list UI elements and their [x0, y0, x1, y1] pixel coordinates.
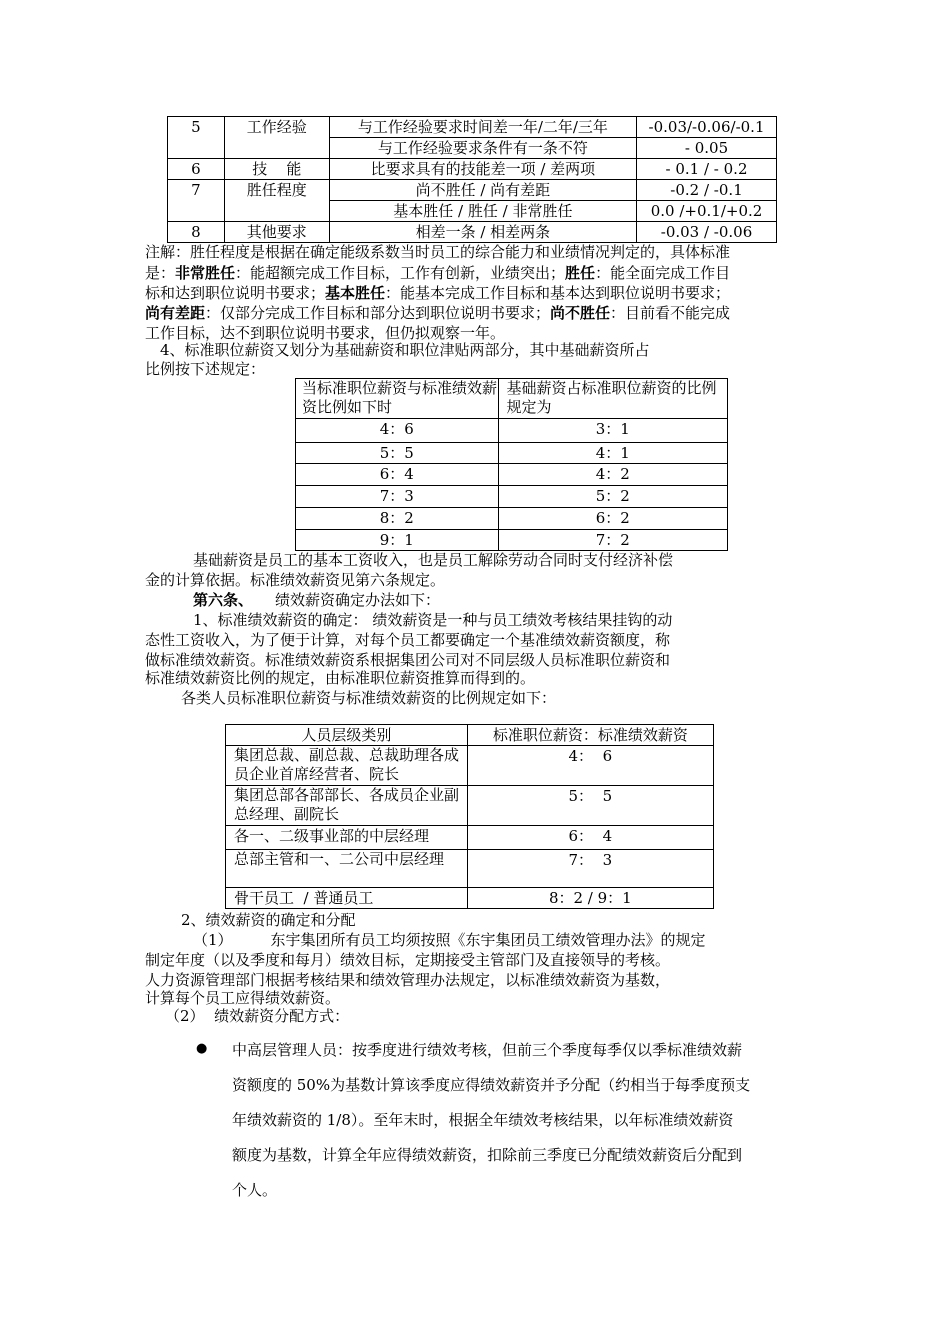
ratio-left: 6：4	[296, 464, 499, 486]
note-term: 尚有差距	[145, 304, 206, 322]
table-row	[296, 443, 728, 464]
table-row	[226, 826, 714, 850]
level-ratio-table	[225, 724, 714, 909]
row-number: 8	[168, 222, 225, 243]
ratio-right: 3：1	[498, 419, 727, 443]
article6-heading	[193, 590, 440, 610]
table-row	[226, 888, 714, 909]
note-text: ：目前看不能完成	[610, 304, 731, 322]
bullet-line-5: 个人。	[232, 1181, 278, 1199]
article6-line-5: 各类人员标准职位薪资与标准绩效薪资的比例规定如下：	[181, 689, 557, 707]
row-desc: 与工作经验要求条件有一条不符	[329, 138, 636, 159]
base-para-line-1: 基础薪资是员工的基本工资收入，也是员工解除劳动合同时支付经济补偿	[193, 551, 674, 569]
bullet-line-2: 资额度的 50%为基数计算该季度应得绩效薪资并予分配（约相当于每季度预支	[232, 1076, 751, 1094]
section2-line-2: 制定年度（以及季度和每月）绩效目标，定期接受主管部门及直接领导的考核。	[145, 951, 671, 969]
table-row	[296, 464, 728, 486]
para4-line-2: 比例按下述规定：	[145, 360, 266, 378]
header-right: 基础薪资占标准职位薪资的比例规定为	[498, 379, 727, 419]
row-desc: 与工作经验要求时间差一年/二年/三年	[329, 117, 636, 138]
row-number: 7	[168, 180, 225, 222]
ratio-left: 8：2	[296, 508, 499, 530]
table-row	[226, 746, 714, 786]
section2-text: 东宇集团所有员工均须按照《东宇集团员工绩效管理办法》的规定	[270, 931, 706, 949]
row-value: -0.2 / -0.1	[637, 180, 777, 201]
table-row	[168, 180, 777, 201]
row-desc: 比要求具有的技能差一项 / 差两项	[329, 159, 636, 180]
row-item: 其他要求	[224, 222, 329, 243]
table-header	[296, 379, 728, 419]
table-row	[168, 159, 777, 180]
level-ratio: 5： 5	[467, 786, 713, 826]
article6-line-2: 态性工资收入，为了便于计算，对每个员工都要确定一个基准绩效薪资额度，称	[145, 631, 671, 649]
row-value: -0.03 / -0.06	[637, 222, 777, 243]
bullet-line-4: 额度为基数，计算全年应得绩效薪资，扣除前三季度已分配绩效薪资后分配到	[232, 1146, 743, 1164]
row-number: 6	[168, 159, 225, 180]
level-ratio: 4： 6	[467, 746, 713, 786]
bullet-line-1: 中高层管理人员：按季度进行绩效考核，但前三个季度每季仅以季标准绩效薪	[232, 1041, 743, 1059]
section2-number: （1）	[193, 931, 233, 949]
note-line-5: 工作目标，达不到职位说明书要求，但仍拟观察一年。	[145, 324, 506, 342]
header-right: 标准职位薪资：标准绩效薪资	[467, 725, 713, 746]
level-category: 骨干员工 / 普通员工	[226, 888, 468, 909]
ratio-left: 4：6	[296, 419, 499, 443]
note-line-2	[145, 263, 730, 283]
ratio-left: 9：1	[296, 530, 499, 551]
ratio-right: 5：2	[498, 486, 727, 508]
row-desc: 基本胜任 / 胜任 / 非常胜任	[329, 201, 636, 222]
header-left: 人员层级类别	[226, 725, 468, 746]
ratio-right: 7：2	[498, 530, 727, 551]
level-category: 集团总裁、副总裁、总裁助理各成员企业首席经营者、院长	[226, 746, 468, 786]
note-line-4	[145, 303, 730, 323]
row-item: 技 能	[224, 159, 329, 180]
row-item: 胜任程度	[224, 180, 329, 222]
ratio-left: 5：5	[296, 443, 499, 464]
note-line-3	[145, 283, 730, 303]
ratio-right: 4：2	[498, 464, 727, 486]
row-number: 5	[168, 117, 225, 159]
level-ratio: 7： 3	[467, 850, 713, 888]
note-term: 非常胜任	[175, 264, 236, 282]
table-header	[226, 725, 714, 746]
section2-title: 2、绩效薪资的确定和分配	[181, 911, 356, 929]
ratio-right: 6：2	[498, 508, 727, 530]
article6-line-4: 标准绩效薪资比例的规定，由标准职位薪资推算而得到的。	[145, 669, 536, 687]
note-term: 尚不胜任	[550, 304, 611, 322]
table-row	[168, 117, 777, 138]
table-row	[226, 786, 714, 826]
base-para-line-2: 金的计算依据。标准绩效薪资见第六条规定。	[145, 571, 446, 589]
table-row	[226, 850, 714, 888]
level-category: 各一、二级事业部的中层经理	[226, 826, 468, 850]
level-category: 集团总部各部部长、各成员企业副总经理、副院长	[226, 786, 468, 826]
base-salary-ratio-table	[295, 378, 728, 551]
note-text: ：仅部分完成工作目标和部分达到职位说明书要求；	[205, 304, 551, 322]
level-ratio: 6： 4	[467, 826, 713, 850]
table-row	[296, 508, 728, 530]
article6-line-1: 1、标准绩效薪资的确定： 绩效薪资是一种与员工绩效考核结果挂钩的动	[193, 611, 673, 629]
note-text: ：能全面完成工作目	[595, 264, 731, 282]
article6-title: 第六条、	[193, 591, 254, 609]
note-term: 胜任	[565, 264, 596, 282]
table-row	[296, 486, 728, 508]
note-term: 基本胜任	[325, 284, 386, 302]
row-value: 0.0 /+0.1/+0.2	[637, 201, 777, 222]
bullet-icon: ●	[196, 1041, 208, 1056]
table-row	[296, 530, 728, 551]
ratio-left: 7：3	[296, 486, 499, 508]
para4-line-1: 4、标准职位薪资又划分为基础薪资和职位津贴两部分，其中基础薪资所占	[160, 341, 650, 359]
table-row	[168, 222, 777, 243]
note-text: 标和达到职位说明书要求；	[145, 284, 326, 302]
note-text: ：能超额完成工作目标，工作有创新，业绩突出；	[235, 264, 566, 282]
article6-subtitle: 绩效薪资确定办法如下：	[275, 591, 441, 609]
level-ratio: 8：2 / 9：1	[467, 888, 713, 909]
table-row	[296, 419, 728, 443]
section2-line-3: 人力资源管理部门根据考核结果和绩效管理办法规定，以标准绩效薪资为基数，	[145, 971, 671, 989]
bullet-line-3: 年绩效薪资的 1/8）。至年末时，根据全年绩效考核结果，以年标准绩效薪资	[232, 1111, 734, 1129]
ratio-right: 4：1	[498, 443, 727, 464]
row-item: 工作经验	[224, 117, 329, 159]
section2-line-1	[193, 930, 706, 950]
note-text: 是：	[145, 264, 176, 282]
row-desc: 相差一条 / 相差两条	[329, 222, 636, 243]
row-desc: 尚不胜任 / 尚有差距	[329, 180, 636, 201]
article6-line-3: 做标准绩效薪资。标准绩效薪资系根据集团公司对不同层级人员标准职位薪资和	[145, 651, 671, 669]
level-category: 总部主管和一、二公司中层经理	[226, 850, 468, 888]
coefficient-table	[167, 116, 777, 243]
note-line-1: 注解：胜任程度是根据在确定能级系数当时员工的综合能力和业绩情况判定的，具体标准	[145, 243, 731, 261]
header-left: 当标准职位薪资与标准绩效薪资比例如下时	[296, 379, 499, 419]
row-value: - 0.05	[637, 138, 777, 159]
note-text: ：能基本完成工作目标和基本达到职位说明书要求；	[385, 284, 731, 302]
section2-line-4: 计算每个员工应得绩效薪资。	[145, 989, 341, 1007]
section2-line-5: （2） 绩效薪资分配方式：	[165, 1007, 350, 1025]
row-value: -0.03/-0.06/-0.1	[637, 117, 777, 138]
row-value: - 0.1 / - 0.2	[637, 159, 777, 180]
